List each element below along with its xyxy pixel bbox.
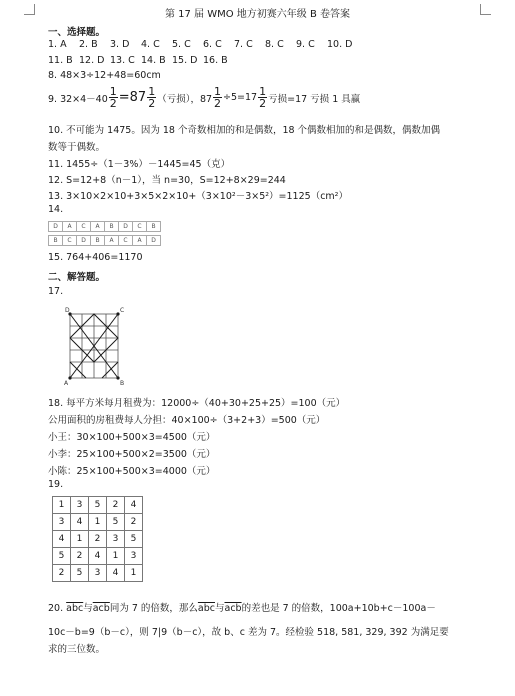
figure-17-rectangle-diagram: [62, 306, 130, 386]
answer-q12: 12. S=12+8（n－1），当 n=30，S=12+8×29=244: [48, 175, 286, 186]
section-heading-solutions: 二、解答题。: [48, 272, 106, 283]
answer-q18-line-1: 18. 每平方米每月租费为：12000÷（40+30+25+25）=100（元）: [48, 398, 346, 409]
answer-q11: 11. 1455÷（1－3%）－1445=45（克）: [48, 159, 231, 170]
figure-label-d: D: [65, 307, 70, 314]
answer-q20-line-2: 10c－b=9（b－c），则 7|9（b－c），故 b、c 差为 7。经检验 518, 581, 329, 392 为满足要: [48, 627, 449, 638]
mcq-answers-row-1: 1. A 2. B 3. D 4. C 5. C 6. C 7. C 8. C 9. C 10. D: [48, 39, 353, 50]
answer-q15: 15. 764+406=1170: [48, 252, 143, 263]
answer-q18-line-3: 小王：30×100+500×3=4500（元）: [48, 432, 216, 443]
answer-q8: 8. 48×3÷12+48=60cm: [48, 70, 161, 81]
figure-label-a: A: [64, 380, 69, 386]
answer-q14: 14.: [48, 204, 64, 215]
answer-q13: 13. 3×10×2×10+3×5×2×10+（3×10²－3×5²）=1125（cm²）: [48, 191, 348, 202]
figure-label-b: B: [120, 380, 125, 386]
table-row: 2 5 3 4 1: [53, 565, 143, 582]
section-heading-choice: 一、选择题。: [48, 27, 106, 38]
answer-q19: 19.: [48, 479, 64, 490]
sequence-table-row-1: D A C A B D C B: [48, 221, 161, 232]
answer-q18-line-2: 公用面积的房租费每人分担：40×100÷（3+2+3）=500（元）: [48, 415, 326, 426]
latin-square-grid: [52, 496, 143, 582]
table-row: 4 1 2 3 5: [53, 531, 143, 548]
table-row: 3 4 1 5 2: [53, 514, 143, 531]
answer-q20-line-1: 20. $\overline{abc}$与$\overline{acb}$同为 7 的倍数，那么$\overline{abc}$与$\overline{acb}$的差也是 7 的倍数，100a+10b+c－100a－: [48, 603, 436, 614]
answer-q18-line-4: 小李：25×100+500×2=3500（元）: [48, 449, 216, 460]
table-row: 1 3 5 2 4: [53, 497, 143, 514]
answer-q18-line-5: 小陈：25×100+500×3=4000（元）: [48, 466, 216, 477]
figure-label-c: C: [120, 307, 125, 314]
answer-q20-line-3: 求的三位数。: [48, 644, 106, 655]
mcq-answers-row-2: 11. B 12. D 13. C 14. B 15. D 16. B: [48, 55, 228, 66]
answer-q10-line-2: 数等于偶数。: [48, 142, 106, 153]
answer-q17: 17.: [48, 286, 64, 297]
table-row: 5 2 4 1 3: [53, 548, 143, 565]
answer-q9: 9. 32×4－40 $\frac{1}{2}$ =87 $\frac{1}{2}$ （亏损），87 $\frac{1}{2}$ ÷5=17 $\frac{1}{2}$ 亏损=17 亏损 1 具赢: [48, 85, 361, 110]
page-title: 第 17 届 WMO 地方初赛六年级 B 卷答案: [164, 9, 351, 20]
sequence-table-row-2: B C D B A C A D: [48, 235, 161, 246]
answer-q10-line-1: 10. 不可能为 1475。因为 18 个奇数相加的和是偶数，18 个偶数相加的和是偶数，偶数加偶: [48, 125, 441, 136]
